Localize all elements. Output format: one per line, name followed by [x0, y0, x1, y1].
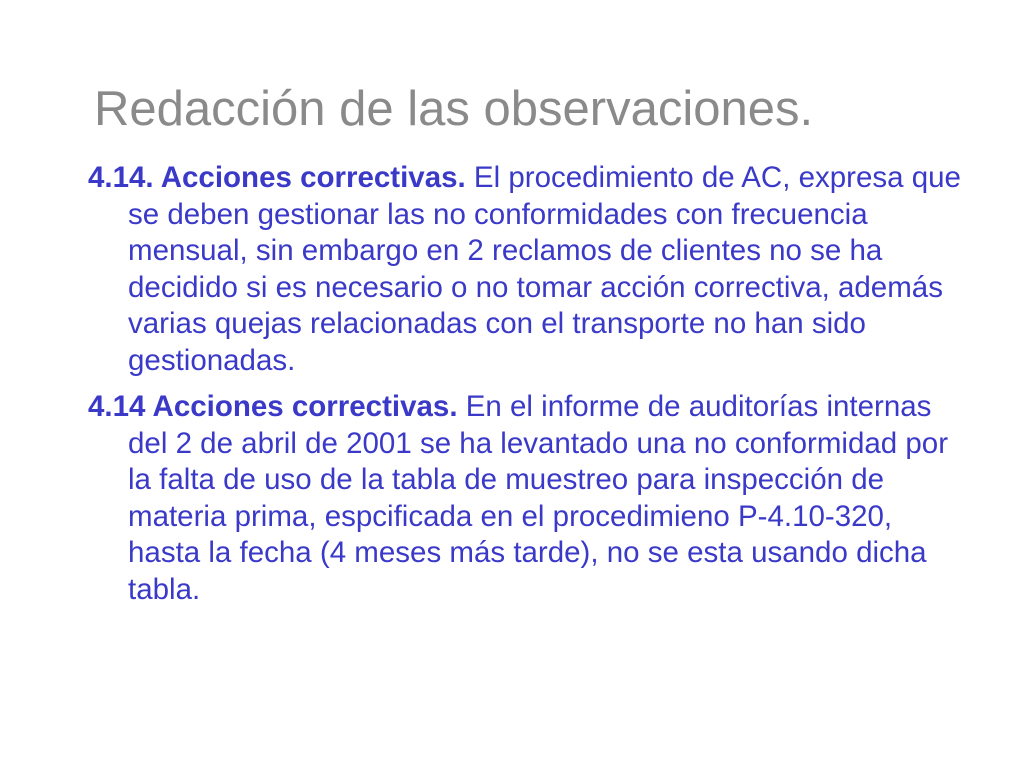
- slide-title: Redacción de las observaciones.: [94, 82, 814, 136]
- observation-heading-1: 4.14. Acciones correctivas.: [88, 161, 466, 194]
- observation-paragraph-2: [88, 389, 968, 608]
- observation-heading-2: 4.14 Acciones correctivas.: [88, 390, 458, 423]
- observation-text-2: En el informe de auditorías internas del 2 de abril de 2001 se ha levantado una no conformidad por la falta de uso de la tabla de muestreo para inspección de materia prima, espcificada en el procedimieno P-4.10-320, hasta la fecha (4 meses más tarde), no se esta usando dicha tabla.: [128, 390, 949, 606]
- observation-paragraph-1: [88, 160, 968, 379]
- slide-body: [88, 160, 968, 618]
- observation-text-1: El procedimiento de AC, expresa que se deben gestionar las no conformidades con frecuencia mensual, sin embargo en 2 reclamos de clientes no se ha decidido si es necesario o no tomar acción correctiva, además varias quejas relacionadas con el transporte no han sido gestionadas.: [128, 161, 961, 377]
